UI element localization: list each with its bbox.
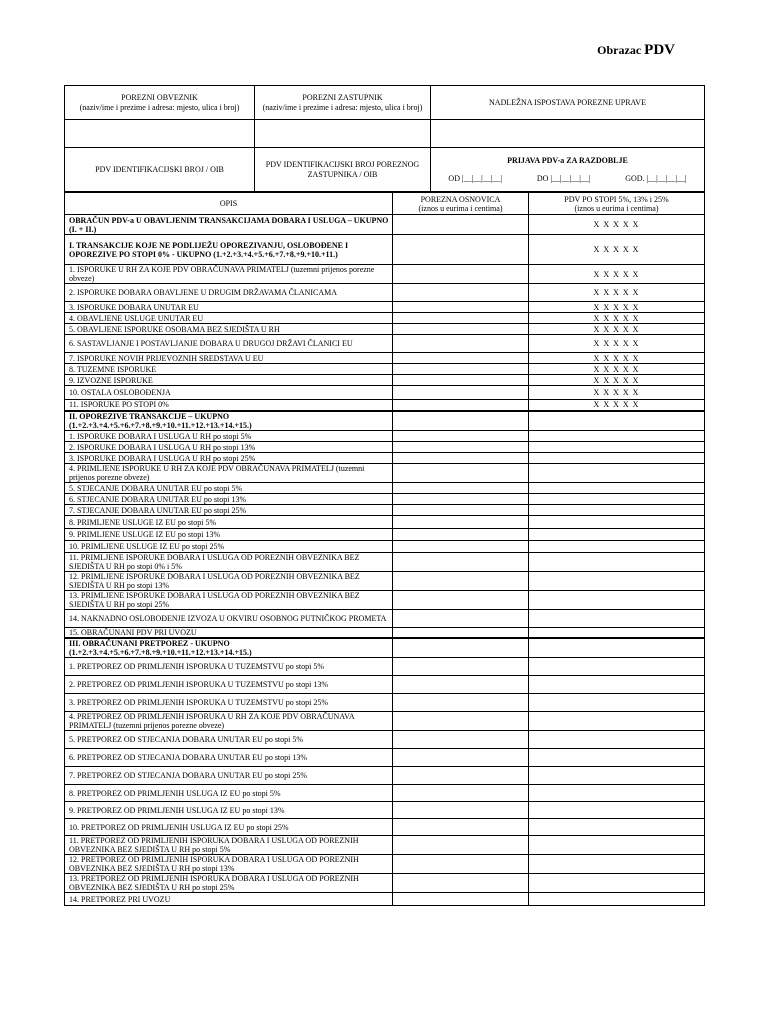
table-row bbox=[65, 658, 705, 676]
table-row bbox=[65, 802, 705, 819]
opis-column-header: OPIS bbox=[65, 193, 393, 215]
osnovica-field[interactable] bbox=[393, 302, 529, 313]
row-description: 9. IZVOZNE ISPORUKE bbox=[65, 375, 393, 386]
representative-id-cell[interactable] bbox=[255, 148, 431, 192]
pdv-crossed-field: X X X X X bbox=[529, 284, 705, 302]
pdv-crossed-field: X X X X X bbox=[529, 364, 705, 375]
period-year-field[interactable]: GOD. |__|__|__|__| bbox=[625, 173, 687, 183]
row-description: 13. PRIMLJENE ISPORUKE DOBARA I USLUGA OD POREZNIH OBVEZNIKA BEZ SJEDIŠTA U RH po stopi 25% bbox=[65, 591, 393, 610]
pdv-field[interactable] bbox=[529, 453, 705, 464]
pdv-field[interactable] bbox=[529, 694, 705, 712]
pdv-field[interactable] bbox=[529, 658, 705, 676]
osnovica-field[interactable] bbox=[393, 364, 529, 375]
pdv-field[interactable] bbox=[529, 591, 705, 610]
table-row bbox=[65, 855, 705, 874]
table-row bbox=[65, 553, 705, 572]
pdv-crossed-field: X X X X X bbox=[529, 375, 705, 386]
pdv-field[interactable] bbox=[529, 874, 705, 893]
row-description: 6. STJECANJE DOBARA UNUTAR EU po stopi 13% bbox=[65, 494, 393, 505]
osnovica-field[interactable] bbox=[393, 411, 529, 431]
osnovica-field[interactable] bbox=[393, 453, 529, 464]
pdv-field[interactable] bbox=[529, 541, 705, 553]
row-description: 11. PRETPOREZ OD PRIMLJENIH ISPORUKA DOBARA I USLUGA OD POREZNIH OBVEZNIKA BEZ SJEDIŠTA U RH po stopi 5% bbox=[65, 836, 393, 855]
row-description: 6. SASTAVLJANJE I POSTAVLJANJE DOBARA U DRUGOJ DRŽAVI ČLANICI EU bbox=[65, 335, 393, 353]
osnovica-field[interactable] bbox=[393, 215, 529, 235]
period-from-field[interactable]: OD |__|__|__|__| bbox=[448, 173, 502, 183]
osnovica-field[interactable] bbox=[393, 553, 529, 572]
row-description: 5. OBAVLJENE ISPORUKE OSOBAMA BEZ SJEDIŠTA U RH bbox=[65, 324, 393, 335]
osnovica-label: POREZNA OSNOVICA bbox=[420, 194, 501, 204]
pdv-crossed-field: X X X X X bbox=[529, 353, 705, 364]
table-row bbox=[65, 712, 705, 731]
pdv-field[interactable] bbox=[529, 464, 705, 483]
taxpayer-id-label: PDV IDENTIFIKACIJSKI BROJ / OIB bbox=[95, 164, 224, 174]
pdv-field[interactable] bbox=[529, 553, 705, 572]
period-cell bbox=[431, 148, 705, 192]
row-description: 1. PRETPOREZ OD PRIMLJENIH ISPORUKA U TUZEMSTVU po stopi 5% bbox=[65, 658, 393, 676]
row-description: 9. PRETPOREZ OD PRIMLJENIH USLUGA IZ EU po stopi 13% bbox=[65, 802, 393, 819]
row-description: I. TRANSAKCIJE KOJE NE PODLIJEŽU OPOREZIVANJU, OSLOBOĐENE I OPOREZIVE PO STOPI 0% - UKUPNO (1.+2.+3.+4.+5.+6.+7.+8.+9.+10.+11.) bbox=[65, 235, 393, 265]
row-description: 6. PRETPOREZ OD STJECANJA DOBARA UNUTAR EU po stopi 13% bbox=[65, 749, 393, 767]
pdv-crossed-field: X X X X X bbox=[529, 235, 705, 265]
osnovica-field[interactable] bbox=[393, 265, 529, 284]
osnovica-field[interactable] bbox=[393, 694, 529, 712]
pdv-field[interactable] bbox=[529, 628, 705, 639]
osnovica-field[interactable] bbox=[393, 893, 529, 906]
pdv-field[interactable] bbox=[529, 411, 705, 431]
row-description: 3. PRETPOREZ OD PRIMLJENIH ISPORUKA U TUZEMSTVU po stopi 25% bbox=[65, 694, 393, 712]
representative-id-label: PDV IDENTIFIKACIJSKI BROJ POREZNOG ZASTUPNIKA / OIB bbox=[265, 159, 420, 179]
row-description: OBRAČUN PDV-a U OBAVLJENIM TRANSAKCIJAMA DOBARA I USLUGA – UKUPNO (I. + II.) bbox=[65, 215, 393, 235]
row-description: 4. PRIMLJENE ISPORUKE U RH ZA KOJE PDV OBRAČUNAVA PRIMATELJ (tuzemni prijenos porezne obveze) bbox=[65, 464, 393, 483]
period-title: PRIJAVA PDV-a ZA RAZDOBLJE bbox=[507, 155, 628, 165]
header-table bbox=[64, 85, 705, 192]
osnovica-field[interactable] bbox=[393, 284, 529, 302]
osnovica-field[interactable] bbox=[393, 313, 529, 324]
table-row bbox=[65, 431, 705, 442]
table-row bbox=[65, 364, 705, 375]
table-row bbox=[65, 529, 705, 541]
row-description: 2. ISPORUKE DOBARA OBAVLJENE U DRUGIM DRŽAVAMA ČLANICAMA bbox=[65, 284, 393, 302]
pdv-field[interactable] bbox=[529, 802, 705, 819]
table-row bbox=[65, 324, 705, 335]
table-row bbox=[65, 785, 705, 802]
row-description: 9. PRIMLJENE USLUGE IZ EU po stopi 13% bbox=[65, 529, 393, 541]
period-to-field[interactable]: DO |__|__|__|__| bbox=[536, 173, 591, 183]
representative-sublabel: (naziv/ime i prezime i adresa: mjesto, ulica i broj) bbox=[262, 102, 423, 112]
pdv-field[interactable] bbox=[529, 572, 705, 591]
osnovica-field[interactable] bbox=[393, 802, 529, 819]
row-description: 8. PRIMLJENE USLUGE IZ EU po stopi 5% bbox=[65, 516, 393, 529]
table-row bbox=[65, 516, 705, 529]
pdv-field[interactable] bbox=[529, 483, 705, 494]
tax-office-header bbox=[431, 86, 705, 120]
pdv-crossed-field: X X X X X bbox=[529, 335, 705, 353]
row-description: 4. PRETPOREZ OD PRIMLJENIH ISPORUKA U RH ZA KOJE PDV OBRAČUNAVA PRIMATELJ (tuzemni prijenos porezne obveze) bbox=[65, 712, 393, 731]
pdv-crossed-field: X X X X X bbox=[529, 386, 705, 400]
osnovica-field[interactable] bbox=[393, 610, 529, 628]
osnovica-field[interactable] bbox=[393, 431, 529, 442]
row-description: 4. OBAVLJENE USLUGE UNUTAR EU bbox=[65, 313, 393, 324]
table-row bbox=[65, 572, 705, 591]
table-row bbox=[65, 483, 705, 494]
osnovica-field[interactable] bbox=[393, 353, 529, 364]
taxpayer-field[interactable] bbox=[65, 120, 255, 148]
osnovica-field[interactable] bbox=[393, 541, 529, 553]
row-description: 7. STJECANJE DOBARA UNUTAR EU po stopi 25% bbox=[65, 505, 393, 516]
row-description: 7. PRETPOREZ OD STJECANJA DOBARA UNUTAR EU po stopi 25% bbox=[65, 767, 393, 785]
pdv-field[interactable] bbox=[529, 767, 705, 785]
osnovica-field[interactable] bbox=[393, 767, 529, 785]
table-row bbox=[65, 819, 705, 836]
pdv-main-table bbox=[64, 192, 705, 906]
pdv-field[interactable] bbox=[529, 431, 705, 442]
pdv-crossed-field: X X X X X bbox=[529, 265, 705, 284]
osnovica-field[interactable] bbox=[393, 494, 529, 505]
osnovica-field[interactable] bbox=[393, 464, 529, 483]
row-description: 2. PRETPOREZ OD PRIMLJENIH ISPORUKA U TUZEMSTVU po stopi 13% bbox=[65, 676, 393, 694]
osnovica-field[interactable] bbox=[393, 235, 529, 265]
row-description: 11. PRIMLJENE ISPORUKE DOBARA I USLUGA OD POREZNIH OBVEZNIKA BEZ SJEDIŠTA U RH po stopi 0% i 5% bbox=[65, 553, 393, 572]
table-row bbox=[65, 442, 705, 453]
row-description: 14. PRETPOREZ PRI UVOZU bbox=[65, 893, 393, 906]
row-description: 12. PRETPOREZ OD PRIMLJENIH ISPORUKA DOBARA I USLUGA OD POREZNIH OBVEZNIKA BEZ SJEDIŠTA U RH po stopi 13% bbox=[65, 855, 393, 874]
row-description: 5. STJECANJE DOBARA UNUTAR EU po stopi 5% bbox=[65, 483, 393, 494]
osnovica-field[interactable] bbox=[393, 819, 529, 836]
osnovica-field[interactable] bbox=[393, 335, 529, 353]
taxpayer-header bbox=[65, 86, 255, 120]
table-row bbox=[65, 464, 705, 483]
pdv-field[interactable] bbox=[529, 819, 705, 836]
pdv-field[interactable] bbox=[529, 855, 705, 874]
table-row bbox=[65, 265, 705, 284]
table-row bbox=[65, 400, 705, 411]
row-description: 1. ISPORUKE DOBARA I USLUGA U RH po stopi 5% bbox=[65, 431, 393, 442]
form-title bbox=[597, 42, 675, 59]
osnovica-field[interactable] bbox=[393, 483, 529, 494]
pdv-field[interactable] bbox=[529, 516, 705, 529]
row-description: 8. TUZEMNE ISPORUKE bbox=[65, 364, 393, 375]
pdv-crossed-field: X X X X X bbox=[529, 324, 705, 335]
table-row bbox=[65, 638, 705, 658]
table-row bbox=[65, 302, 705, 313]
pdv-field[interactable] bbox=[529, 836, 705, 855]
table-row bbox=[65, 494, 705, 505]
osnovica-field[interactable] bbox=[393, 375, 529, 386]
taxpayer-label: POREZNI OBVEZNIK bbox=[121, 92, 198, 102]
row-description: 10. PRIMLJENE USLUGE IZ EU po stopi 25% bbox=[65, 541, 393, 553]
table-row bbox=[65, 836, 705, 855]
table-row bbox=[65, 375, 705, 386]
osnovica-field[interactable] bbox=[393, 658, 529, 676]
tax-office-label: NADLEŽNA ISPOSTAVA POREZNE UPRAVE bbox=[489, 97, 646, 107]
row-description: 13. PRETPOREZ OD PRIMLJENIH ISPORUKA DOBARA I USLUGA OD POREZNIH OBVEZNIKA BEZ SJEDIŠTA U RH po stopi 25% bbox=[65, 874, 393, 893]
osnovica-field[interactable] bbox=[393, 731, 529, 749]
osnovica-field[interactable] bbox=[393, 676, 529, 694]
representative-label: POREZNI ZASTUPNIK bbox=[302, 92, 383, 102]
pdv-field[interactable] bbox=[529, 494, 705, 505]
table-row bbox=[65, 591, 705, 610]
osnovica-sublabel: (iznos u eurima i centima) bbox=[418, 203, 503, 213]
row-description: 3. ISPORUKE DOBARA UNUTAR EU bbox=[65, 302, 393, 313]
osnovica-field[interactable] bbox=[393, 386, 529, 400]
osnovica-field[interactable] bbox=[393, 505, 529, 516]
osnovica-field[interactable] bbox=[393, 638, 529, 658]
row-description: 14. NAKNADNO OSLOBOĐENJE IZVOZA U OKVIRU OSOBNOG PUTNIČKOG PROMETA bbox=[65, 610, 393, 628]
row-description: 7. ISPORUKE NOVIH PRIJEVOZNIH SREDSTAVA U EU bbox=[65, 353, 393, 364]
pdv-field[interactable] bbox=[529, 893, 705, 906]
table-row bbox=[65, 235, 705, 265]
row-description: 12. PRIMLJENE ISPORUKE DOBARA I USLUGA OD POREZNIH OBVEZNIKA BEZ SJEDIŠTA U RH po stopi 13% bbox=[65, 572, 393, 591]
row-description: 1. ISPORUKE U RH ZA KOJE PDV OBRAČUNAVA PRIMATELJ (tuzemni prijenos porezne obveze) bbox=[65, 265, 393, 284]
row-description: 8. PRETPOREZ OD PRIMLJENIH USLUGA IZ EU po stopi 5% bbox=[65, 785, 393, 802]
pdv-field[interactable] bbox=[529, 610, 705, 628]
table-row bbox=[65, 215, 705, 235]
pdv-field[interactable] bbox=[529, 505, 705, 516]
form-title-prefix: Obrazac bbox=[597, 43, 642, 57]
table-row bbox=[65, 676, 705, 694]
row-description: III. OBRAČUNANI PRETPOREZ - UKUPNO (1.+2.+3.+4.+5.+6.+7.+8.+9.+10.+11.+12.+13.+14.+15.) bbox=[65, 638, 393, 658]
pdv-field[interactable] bbox=[529, 529, 705, 541]
osnovica-field[interactable] bbox=[393, 874, 529, 893]
table-row bbox=[65, 335, 705, 353]
osnovica-field[interactable] bbox=[393, 442, 529, 453]
row-description: 10. OSTALA OSLOBOĐENJA bbox=[65, 386, 393, 400]
pdv-column-header bbox=[529, 193, 705, 215]
osnovica-field[interactable] bbox=[393, 628, 529, 639]
pdv-crossed-field: X X X X X bbox=[529, 313, 705, 324]
osnovica-field[interactable] bbox=[393, 749, 529, 767]
table-row bbox=[65, 610, 705, 628]
representative-header bbox=[255, 86, 431, 120]
pdv-field[interactable] bbox=[529, 785, 705, 802]
pdv-field[interactable] bbox=[529, 676, 705, 694]
row-description: 3. ISPORUKE DOBARA I USLUGA U RH po stopi 25% bbox=[65, 453, 393, 464]
pdv-crossed-field: X X X X X bbox=[529, 302, 705, 313]
table-row bbox=[65, 505, 705, 516]
osnovica-field[interactable] bbox=[393, 400, 529, 411]
table-row bbox=[65, 874, 705, 893]
table-row bbox=[65, 541, 705, 553]
pdv-field[interactable] bbox=[529, 442, 705, 453]
osnovica-field[interactable] bbox=[393, 591, 529, 610]
pdv-field[interactable] bbox=[529, 749, 705, 767]
representative-field[interactable] bbox=[255, 120, 431, 148]
osnovica-field[interactable] bbox=[393, 324, 529, 335]
row-description: 15. OBRAČUNANI PDV PRI UVOZU bbox=[65, 628, 393, 639]
row-description: 2. ISPORUKE DOBARA I USLUGA U RH po stopi 13% bbox=[65, 442, 393, 453]
pdv-sublabel: (iznos u eurima i centima) bbox=[574, 203, 659, 213]
table-row bbox=[65, 353, 705, 364]
pdv-crossed-field: X X X X X bbox=[529, 400, 705, 411]
table-row bbox=[65, 767, 705, 785]
pdv-crossed-field: X X X X X bbox=[529, 215, 705, 235]
osnovica-field[interactable] bbox=[393, 855, 529, 874]
taxpayer-id-cell[interactable] bbox=[65, 148, 255, 192]
table-row bbox=[65, 628, 705, 639]
osnovica-field[interactable] bbox=[393, 529, 529, 541]
pdv-field[interactable] bbox=[529, 712, 705, 731]
table-row bbox=[65, 313, 705, 324]
table-row bbox=[65, 694, 705, 712]
row-description: 10. PRETPOREZ OD PRIMLJENIH USLUGA IZ EU po stopi 25% bbox=[65, 819, 393, 836]
osnovica-field[interactable] bbox=[393, 572, 529, 591]
form-title-code: PDV bbox=[644, 42, 675, 58]
table-row bbox=[65, 893, 705, 906]
tax-office-field[interactable] bbox=[431, 120, 705, 148]
pdv-field[interactable] bbox=[529, 731, 705, 749]
row-description: 5. PRETPOREZ OD STJECANJA DOBARA UNUTAR EU po stopi 5% bbox=[65, 731, 393, 749]
row-description: 11. ISPORUKE PO STOPI 0% bbox=[65, 400, 393, 411]
taxpayer-sublabel: (naziv/ime i prezime i adresa: mjesto, ulica i broj) bbox=[79, 102, 240, 112]
pdv-field[interactable] bbox=[529, 638, 705, 658]
row-description: II. OPOREZIVE TRANSAKCIJE – UKUPNO (1.+2.+3.+4.+5.+6.+7.+8.+9.+10.+11.+12.+13.+14.+15.) bbox=[65, 411, 393, 431]
osnovica-field[interactable] bbox=[393, 785, 529, 802]
pdv-label: PDV PO STOPI 5%, 13% i 25% bbox=[564, 194, 669, 204]
osnovica-field[interactable] bbox=[393, 516, 529, 529]
table-row bbox=[65, 453, 705, 464]
osnovica-field[interactable] bbox=[393, 836, 529, 855]
table-row bbox=[65, 731, 705, 749]
table-row bbox=[65, 411, 705, 431]
table-row bbox=[65, 749, 705, 767]
table-row bbox=[65, 284, 705, 302]
table-row bbox=[65, 386, 705, 400]
osnovica-column-header bbox=[393, 193, 529, 215]
osnovica-field[interactable] bbox=[393, 712, 529, 731]
